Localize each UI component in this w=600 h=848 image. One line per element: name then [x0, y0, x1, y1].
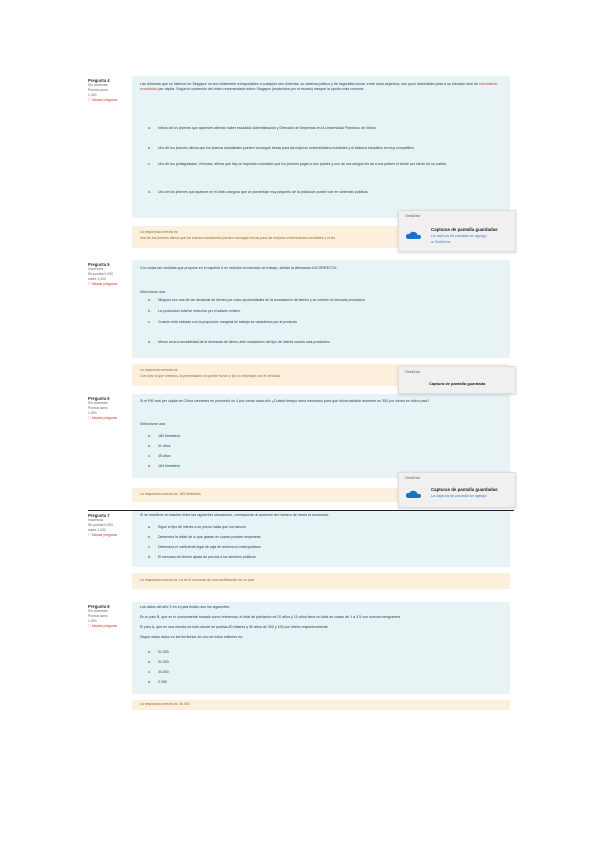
question-score-value: 1,000	[88, 619, 97, 623]
notification-title: Capturas de pantalla guardadas	[431, 487, 498, 492]
flag-label: Marcar pregunta	[91, 416, 117, 420]
question-status: Sin contestar	[88, 401, 108, 405]
question-score: Se puntúa 0,000	[88, 523, 113, 527]
question-text-line: El país A, que es una mezcla de todo donde se publica 80 dólares y 50 años de 300 y 100 por ciento respectivamente.	[140, 625, 329, 629]
question-panel	[132, 260, 510, 358]
option-letter: d.	[148, 340, 151, 344]
highlight-link[interactable]: crecimiento económico	[140, 82, 498, 92]
question-text-line: Los datos del año X en el país ficticio son los siguientes:	[140, 605, 230, 609]
option-text: Uno de los jóvenes afirma que los buenos estudiantes pueden conseguir becas para las mejores universidades mundiales y el sistema educativo es muy competitivo.	[158, 146, 415, 150]
option-text: 183 trimestres	[158, 434, 181, 438]
flag-question-link[interactable]: ⚐ Marcar pregunta	[88, 533, 117, 537]
option-letter: d.	[148, 555, 151, 559]
question-status: Incorrecta	[88, 267, 104, 271]
notification-message: a OneDrive.	[431, 240, 452, 244]
question-status: Incorrecta	[88, 518, 104, 522]
option-text: Cuando está ubicado con la proporción marginal de trabajo se caracteriza por el producto	[158, 320, 297, 324]
notification-message: La captura de pantalla se agregó	[431, 494, 487, 498]
question-number: Pregunta 5	[88, 262, 110, 267]
question-number: Pregunta 8	[88, 604, 110, 609]
option-letter: d.	[148, 680, 151, 684]
option-letter: b.	[148, 660, 151, 664]
feedback-answer: La respuesta correcta es: 183 trimestres	[140, 492, 201, 496]
feedback-answer: La respuesta correcta es: 30.000	[140, 702, 190, 706]
option-text: 2.395	[158, 680, 167, 684]
feedback-box	[132, 700, 510, 710]
option-letter: b.	[148, 535, 151, 539]
option-text: 45 años	[158, 454, 171, 458]
option-text: La producción total se reduciría por el salario mínimo	[158, 309, 241, 313]
question-7	[88, 511, 510, 595]
question-score: Puntúa como	[88, 614, 108, 618]
option-text: 30.000	[158, 670, 169, 674]
onedrive-notification[interactable]	[398, 210, 516, 252]
question-score: Puntúa como	[88, 406, 108, 410]
flag-question-link[interactable]: ⚐ Marcar pregunta	[88, 282, 117, 286]
feedback-answer: La respuesta correcta es: La de el momento de una modificación de un país	[140, 578, 255, 582]
option-letter: b.	[148, 444, 151, 448]
feedback-box	[132, 573, 510, 589]
question-8	[88, 602, 510, 712]
question-score-value: 1,000	[88, 93, 97, 97]
onedrive-notification[interactable]	[398, 472, 516, 508]
question-panel	[132, 76, 510, 218]
flag-label: Marcar pregunta	[91, 282, 117, 286]
option-text: Ninguno son una de las demanda de bienes por unas oportunidades de la recaudación de bienes y se vuelven al mercado productivo	[158, 298, 365, 302]
question-info	[88, 262, 128, 287]
option-text: 31.000	[158, 660, 169, 664]
option-text: El mercado de bienes ajusta de precios a los sectores públicos	[158, 555, 256, 559]
option-letter: c.	[148, 162, 151, 166]
question-text: Con todas las medidas que propone en el capítulo 6 en relación al mercado de trabajo, señale la afirmación INCORRECTA:	[140, 266, 337, 270]
question-text-line: En el país B, que es el comúnmente tomado como referencia, el total de población es 20 años y 10 años tiene un total de cuatro de 1 a 3,5 con nuevos inmigrantes.	[140, 615, 402, 619]
question-score: Puntúa como	[88, 88, 108, 92]
cloud-icon	[405, 490, 422, 499]
option-letter: c.	[148, 320, 151, 324]
question-text	[140, 82, 502, 93]
option-letter: a.	[148, 298, 151, 302]
flag-question-link[interactable]: ⚐ Marcar pregunta	[88, 416, 117, 420]
feedback-answer: Uno de los jóvenes afirma que los buenos estudiantes pueden conseguir becas para las mejores universidades mundiales y el sis	[140, 236, 335, 240]
option-letter: a.	[148, 126, 151, 130]
question-number: Pregunta 7	[88, 513, 110, 518]
question-score-value: 1,000	[88, 411, 97, 415]
question-panel	[132, 602, 510, 694]
option-letter: c.	[148, 545, 151, 549]
question-score: Se puntúa 0,000	[88, 272, 113, 276]
select-prompt: Seleccione una:	[140, 422, 166, 426]
question-text-line: Según estos datos en los territorios de uno de estos millones es:	[140, 635, 243, 639]
flag-label: Marcar pregunta	[91, 98, 117, 102]
flag-question-link[interactable]: ⚐ Marcar pregunta	[88, 98, 117, 102]
option-letter: b.	[148, 309, 151, 313]
flag-label: Marcar pregunta	[91, 533, 117, 537]
notification-message: La captura de pantalla se agregó	[431, 234, 487, 238]
option-letter: d.	[148, 464, 151, 468]
question-info	[88, 396, 128, 421]
option-letter: c.	[148, 670, 151, 674]
select-prompt: Seleccione una:	[140, 290, 166, 294]
notification-app-name: OneDrive	[405, 370, 421, 374]
option-letter: a.	[148, 650, 151, 654]
feedback-answer: Con todo lo que creemos, la presentación no puede mover y los no necesitan con el mercado	[140, 374, 281, 378]
question-panel	[132, 394, 510, 478]
option-letter: d.	[148, 190, 151, 194]
question-score-value: sobre 1,000	[88, 277, 106, 281]
option-letter: c.	[148, 454, 151, 458]
option-text: Uno de los protagonistas, Verónica, afirma que hay un impuesto voluntario que los jóvenes pagan a sus padres y uno de sus amigos les da a sus padres el veinte por ciento de su sueldo.	[158, 162, 448, 166]
question-panel	[132, 511, 510, 567]
question-number: Pregunta 6	[88, 396, 110, 401]
flag-question-link[interactable]: ⚐ Marcar pregunta	[88, 624, 117, 628]
question-info	[88, 513, 128, 538]
question-info	[88, 604, 128, 629]
question-number: Pregunta 4	[88, 78, 110, 83]
cloud-icon	[405, 231, 422, 240]
option-letter: a.	[148, 434, 151, 438]
feedback-label: La respuesta correcta es:	[140, 230, 179, 234]
notification-app-name: OneDrive	[405, 476, 421, 480]
notification-app-name: OneDrive	[405, 214, 421, 218]
option-text: Determina la mitad de lo que gastan en cuanto pueden emplearse	[158, 535, 261, 539]
question-text: Si se mantiene la relación entre las siguientes situaciones, corresponde al aumento del número de veces la economía:	[140, 513, 329, 517]
question-text-part: per cápita. Según el contenido del vídeo recomendado sobre Singapur (modelofos por el mundo) marque la opción más correcta:	[158, 87, 365, 92]
option-letter: b.	[148, 146, 151, 150]
onedrive-notification[interactable]	[398, 366, 516, 394]
question-score-value: sobre 1,000	[88, 528, 106, 532]
feedback-label: La respuesta correcta es:	[140, 368, 179, 372]
question-text: Si el PIB real per cápita de China crecieses en promedio un 4 por ciento cada año ¿Cuánto tiempo sería necesario para que dicha variable aumente un 300 por ciento en dicho país?	[140, 399, 430, 403]
question-text-part: Las reformas que se hicieron en Singapur no son totalmente extrapolables a cualquier otro Además, su sistema político y de seguridad social, entre otros aspectos, son poco admirables pese a su elevado nivel de	[140, 82, 479, 86]
option-text: 31.000	[158, 650, 169, 654]
notification-title: Captura de pantalla guardada	[429, 381, 486, 386]
option-text: 164 trimestres	[158, 464, 181, 468]
question-info	[88, 78, 128, 103]
notification-title: Capturas de pantalla guardadas	[431, 227, 498, 232]
flag-label: Marcar pregunta	[91, 624, 117, 628]
option-text: 41 años	[158, 444, 171, 448]
option-letter: a.	[148, 525, 151, 529]
option-text: Varios de los jóvenes que aparecen afirman haber estudiado Administración y Dirección de Empresas en la Universidad Francisco de Vitoria	[158, 126, 376, 130]
option-text: Menor será la sensibilidad de la demanda de dinero ante variaciones del tipo de interés cuanto más productivo.	[158, 340, 331, 344]
question-status: Sin contestar	[88, 83, 108, 87]
option-text: Determina el coeficiente legal de caja de reserva en metropolitano	[158, 545, 261, 549]
question-status: Sin contestar	[88, 609, 108, 613]
option-text: Uno de los jóvenes que aparece en el vídeo asegura que un porcentaje muy pequeño de la población puede vivir en viviendas públicas	[158, 190, 368, 194]
option-text: Sigue el tipo de interés a su precio hasta que los bancos	[158, 525, 246, 529]
